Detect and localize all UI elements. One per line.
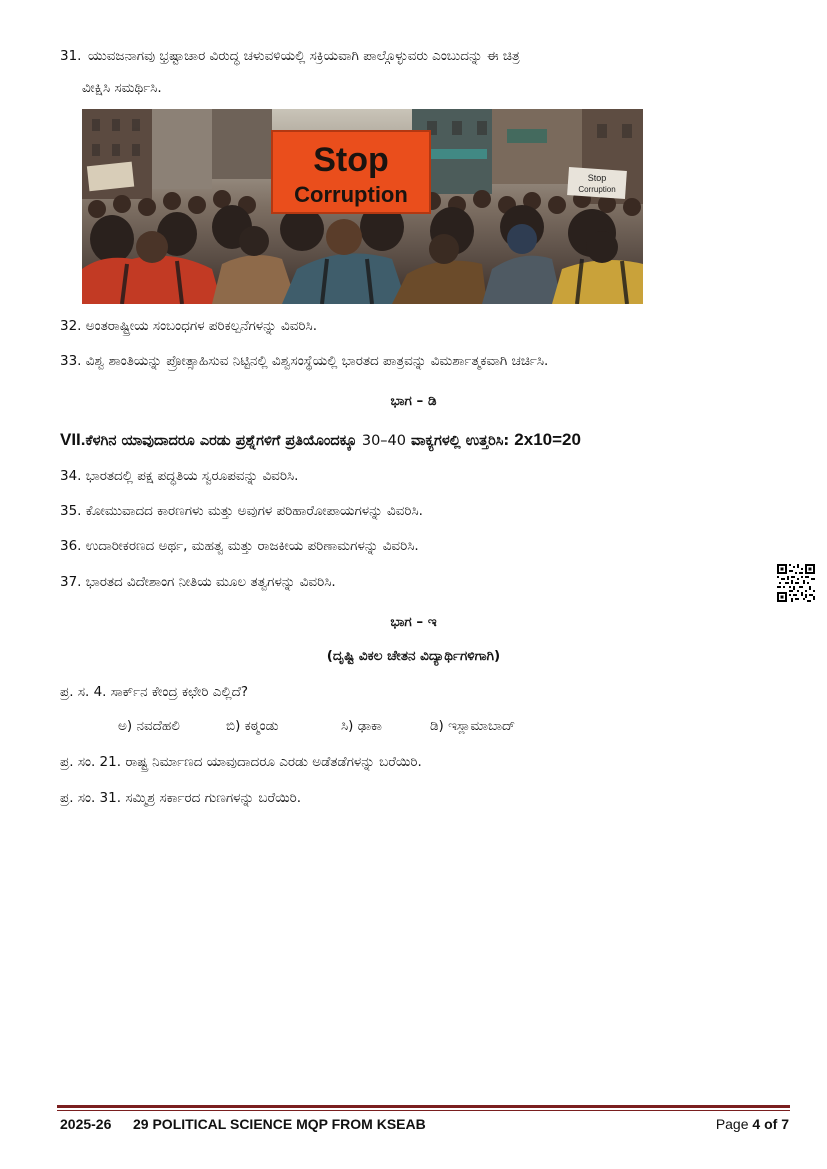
question-35: 35. ಕೋಮುವಾದದ ಕಾರಣಗಳು ಮತ್ತು ಅವುಗಳ ಪರಿಹಾರೋಪಾಯಗಳನ್ನು ವಿವರಿಸಿ.	[60, 503, 423, 519]
question-33: 33. ವಿಶ್ವ ಶಾಂತಿಯನ್ನು ಪ್ರೋತ್ಸಾಹಿಸುವ ನಿಟ್ಟಿನಲ್ಲಿ ವಿಶ್ವಸಂಸ್ಥೆಯಲ್ಲಿ ಭಾರತದ ಪಾತ್ರವನ್ನು ವಿಮರ್ಶಾತ್ಮಕವಾಗಿ ಚರ್ಚಿಸಿ.	[60, 353, 549, 369]
alt-question-4-options	[118, 718, 515, 734]
footer-page-current: 4	[752, 1116, 761, 1132]
question-36: 36. ಉದಾರೀಕರಣದ ಅರ್ಥ, ಮಹತ್ವ ಮತ್ತು ರಾಜಕೀಯ ಪರಿಣಾಮಗಳನ್ನು ವಿವರಿಸಿ.	[60, 538, 419, 554]
section-7-marks: 2x10=20	[514, 430, 581, 449]
question-37: 37. ಭಾರತದ ವಿದೇಶಾಂಗ ನೀತಿಯ ಮೂಲ ತತ್ವಗಳನ್ನು ವಿವರಿಸಿ.	[60, 574, 336, 590]
question-32: 32. ಅಂತರಾಷ್ಟ್ರೀಯ ಸಂಬಂಧಗಳ ಪರಿಕಲ್ಪನೆಗಳನ್ನು ವಿವರಿಸಿ.	[60, 318, 318, 334]
footer-title: 29 POLITICAL SCIENCE MQP FROM KSEAB	[133, 1116, 426, 1132]
small-sign-line2: Corruption	[578, 185, 616, 194]
alt-question-4: ಪ್ರ. ಸ. 4. ಸಾರ್ಕ್‌ನ ಕೇಂದ್ರ ಕಛೇರಿ ಎಲ್ಲಿದೆ?	[60, 684, 249, 700]
section-7-prefix: VII.	[60, 430, 86, 449]
section-7-range: 30–40	[361, 433, 406, 449]
qr-code-icon	[777, 564, 815, 602]
question-31-line2: ವೀಕ್ಷಿಸಿ ಸಮರ್ಥಿಸಿ.	[82, 80, 162, 96]
footer-rule-thick	[57, 1105, 790, 1108]
section-7-instruction	[60, 430, 581, 450]
alt-question-21: ಪ್ರ. ಸಂ. 21. ರಾಷ್ಟ್ರ ನಿರ್ಮಾಣದ ಯಾವುದಾದರೂ ಎರಡು ಅಡೆತಡೆಗಳನ್ನು ಬರೆಯಿರಿ.	[60, 754, 422, 770]
protest-photo-svg	[82, 109, 643, 304]
option-b: ಬಿ) ಕಠ್ಮಂಡು	[226, 718, 279, 734]
footer-page-of: of	[760, 1116, 782, 1132]
sign-line2: Corruption	[294, 182, 408, 207]
footer-year: 2025-26	[60, 1116, 112, 1132]
question-31-line1: ಯುವಜನಾಗವು ಭ್ರಷ್ಟಾಚಾರ ವಿರುದ್ಧ ಚಳುವಳಿಯಲ್ಲಿ ಸಕ್ರಿಯವಾಗಿ ಪಾಲ್ಗೊಳ್ಳುವರು ಎಂಬುದನ್ನು ಈ ಚಿತ್ರ	[88, 48, 520, 64]
option-d: ಡಿ) ಇಸ್ಲಾಮಾಬಾದ್	[430, 718, 516, 734]
section-7-text2: ವಾಕ್ಯಗಳಲ್ಲಿ ಉತ್ತರಿಸಿ:	[406, 433, 515, 449]
option-a: ಅ) ನವದೆಹಲಿ	[118, 718, 180, 734]
part-e-subheading: (ದೃಷ್ಟಿ ವಿಕಲ ಚೇತನ ವಿದ್ಯಾರ್ಥಿಗಳಿಗಾಗಿ)	[326, 648, 501, 664]
alt-question-31: ಪ್ರ. ಸಂ. 31. ಸಮ್ಮಿಶ್ರ ಸರ್ಕಾರದ ಗುಣಗಳನ್ನು ಬರೆಯಿರಿ.	[60, 790, 302, 806]
question-34: 34. ಭಾರತದಲ್ಲಿ ಪಕ್ಷ ಪದ್ಧತಿಯ ಸ್ವರೂಪವನ್ನು ವಿವರಿಸಿ.	[60, 468, 299, 484]
question-number: 31.	[60, 48, 82, 64]
footer-rule-thin	[57, 1110, 790, 1111]
option-c: ಸಿ) ಢಾಕಾ	[341, 718, 382, 734]
part-d-heading: ಭಾಗ – ಡಿ	[390, 393, 437, 409]
section-7-text: ಕೆಳಗಿನ ಯಾವುದಾದರೂ ಎರಡು ಪ್ರಶ್ನೆಗಳಿಗೆ ಪ್ರತಿಯೊಂದಕ್ಕೂ	[85, 433, 362, 449]
question-31	[60, 40, 787, 104]
small-sign-line1: Stop	[587, 173, 607, 183]
part-e-heading: ಭಾಗ – ಇ	[390, 614, 437, 630]
footer-page-label: Page	[715, 1116, 753, 1132]
footer-page-total: 7	[781, 1116, 789, 1132]
protest-photo	[82, 109, 643, 304]
footer-page-number	[716, 1116, 789, 1132]
sign-line1: Stop	[313, 141, 389, 179]
